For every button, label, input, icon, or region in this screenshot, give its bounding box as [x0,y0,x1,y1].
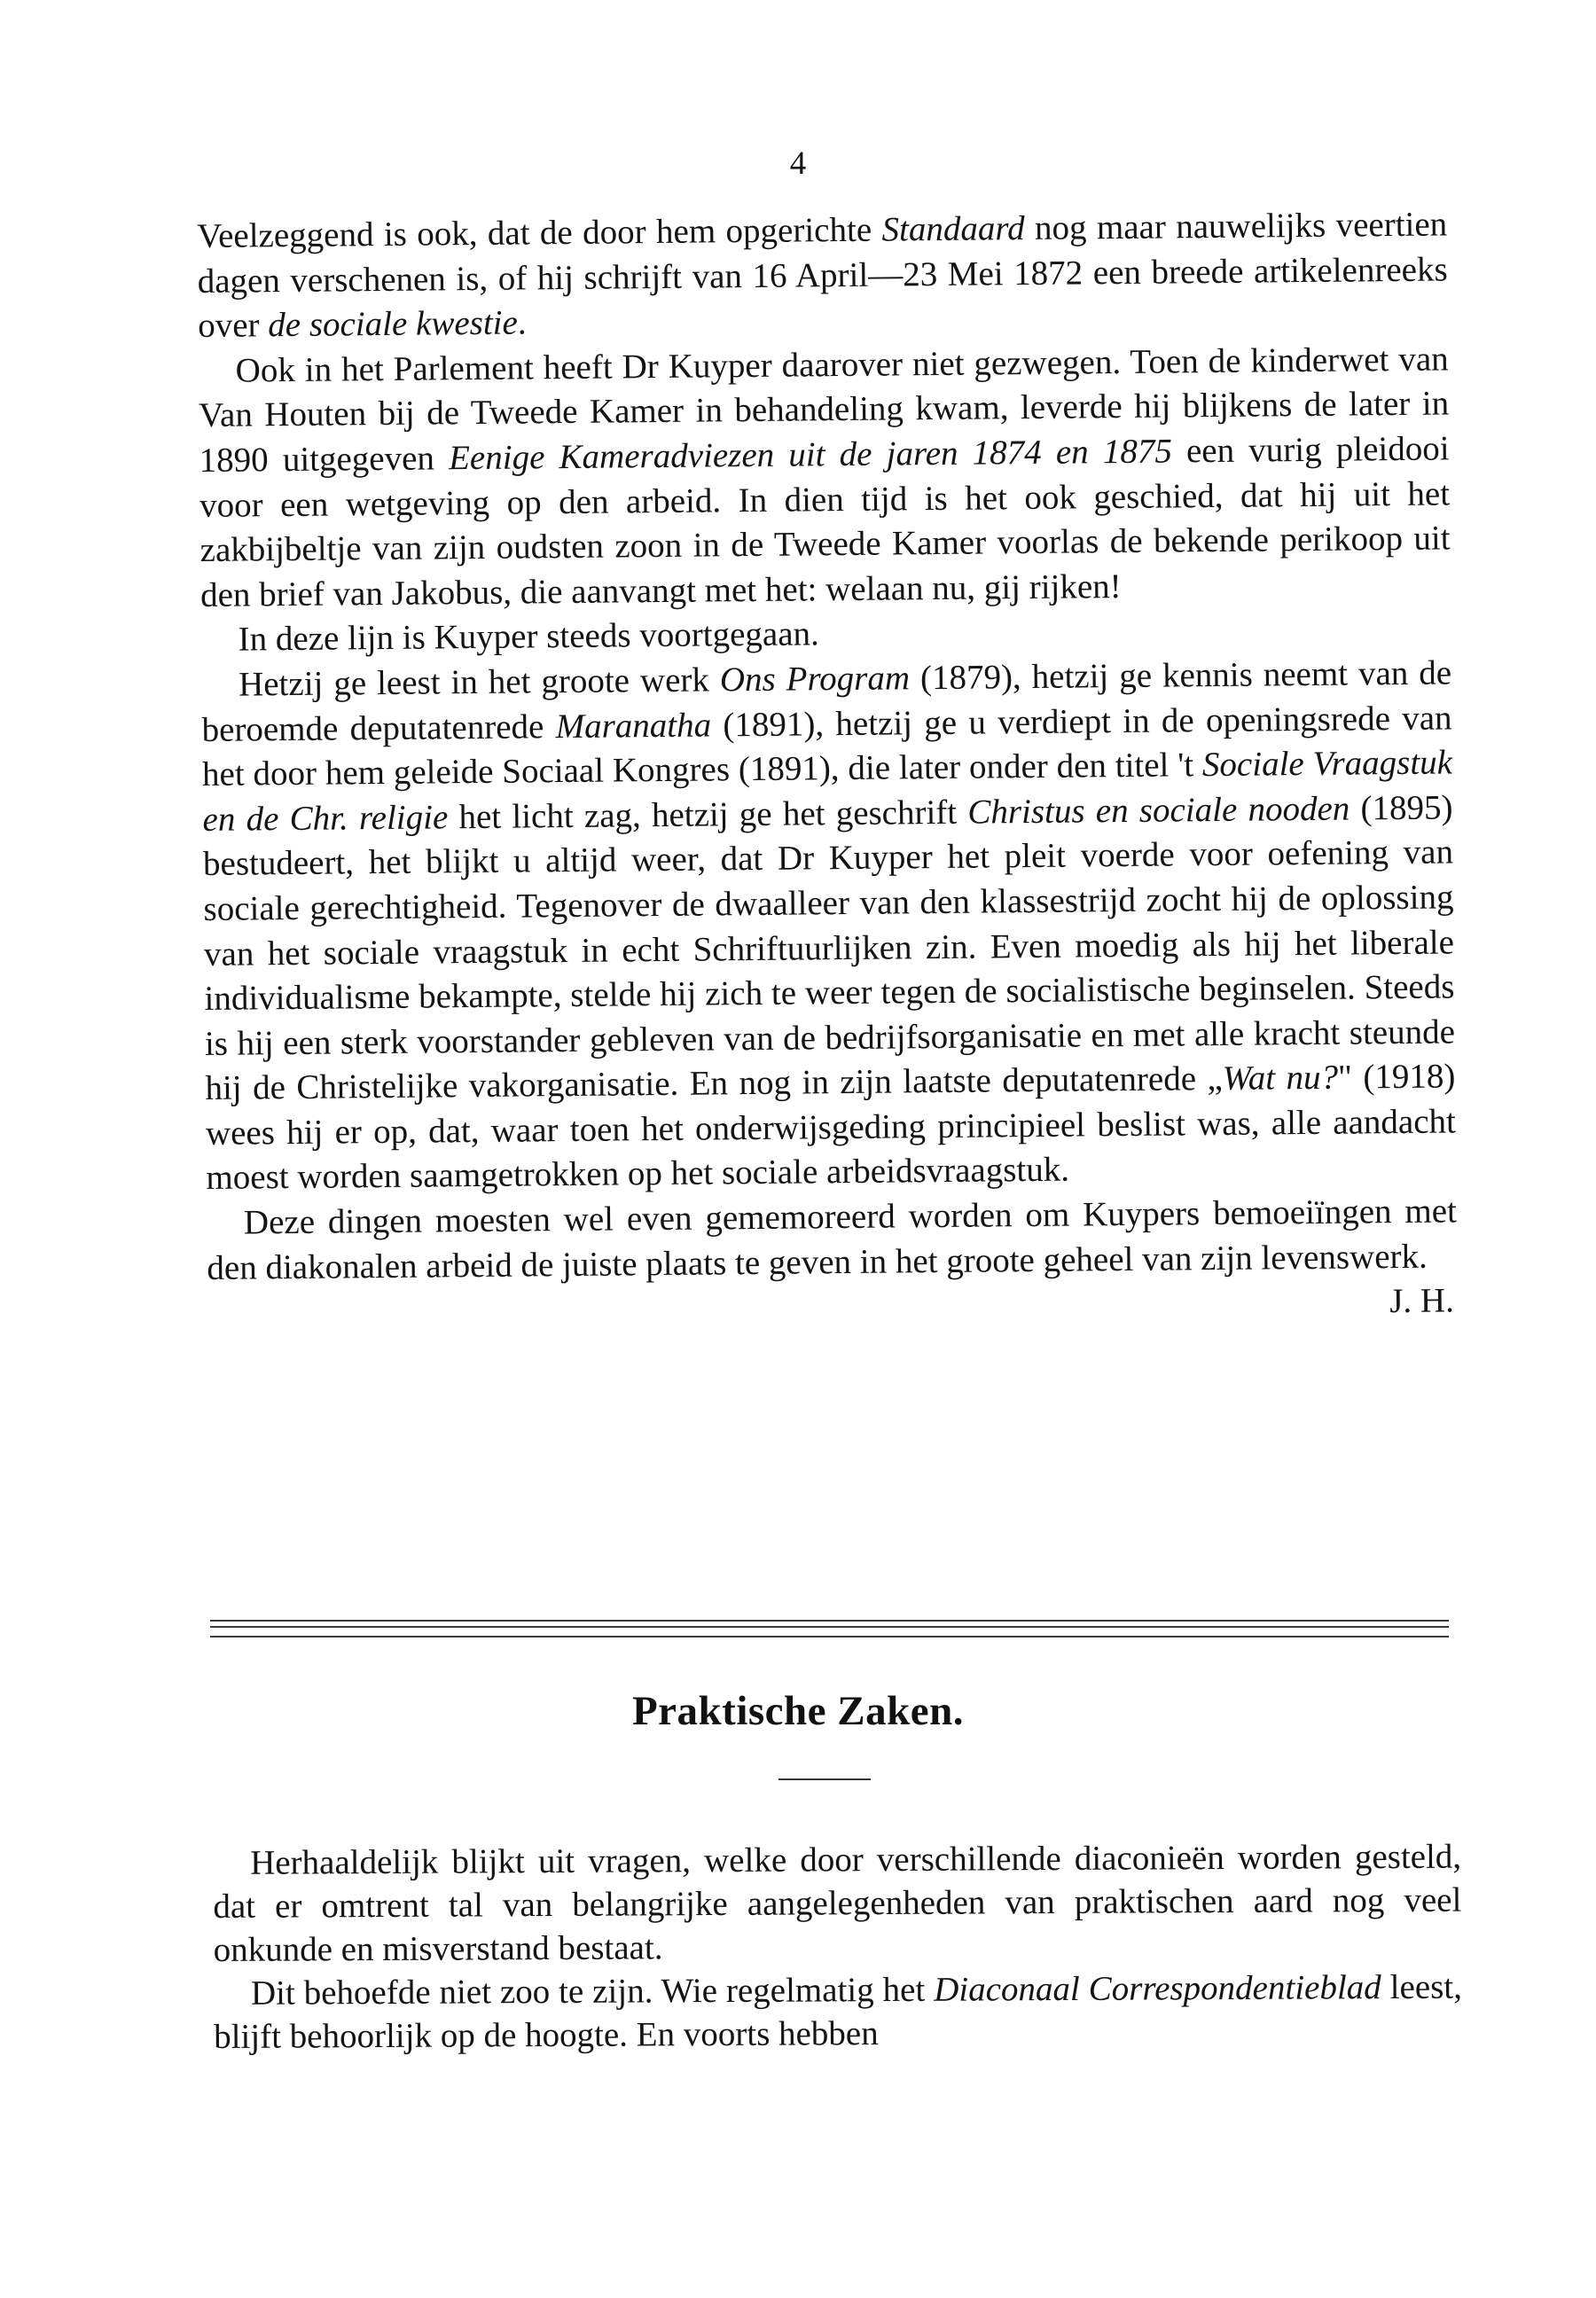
paragraph-behoefde [214,1966,1462,2059]
text-run: " (1918) wees hij er op, dat, waar toen het onderwijsgeding principieel beslist was, alle aandacht moest worden saamgetrokken op het sociale arbeidsvraagstuk. [205,1057,1457,1198]
italic-title-standaard: Standaard [881,209,1025,249]
text-run: Veelzeggend is ook, dat de door hem opgerichte [197,210,882,255]
paragraph-lijn: In deze lijn is Kuyper steeds voortgegaan. [238,614,819,659]
text-run: het licht zag, hetzij ge het geschrift [448,793,968,837]
heading-rule [778,1778,871,1780]
text-run: . [517,303,527,342]
divider-line [210,1626,1449,1628]
italic-title-sociale-kwestie: de sociale kwestie [268,303,519,345]
article-body [197,202,1458,1335]
paragraph-parlement [198,337,1451,618]
divider-line [210,1620,1449,1622]
page-number: 4 [789,145,807,182]
text-run: Dit behoefde niet zoo te zijn. Wie regelmatig het [250,1970,935,2013]
section-heading: Praktische Zaken. [631,1688,965,1734]
italic-title-christus: Christus en sociale nooden [967,789,1350,832]
italic-title-sociale-vraagstuk: Sociale Vraagstuk en de Chr. religie [202,743,1453,839]
italic-title-wat-nu: Wat nu? [1222,1058,1339,1098]
text-run: nog maar nauwelijks veertien dagen verschenen is, of hij schrijft van 16 April—23 Mei 1872 een breede artikelenreeks over [197,205,1448,346]
divider-line [210,1636,1449,1638]
text-run: (1891), hetzij ge u verdiept in de openingsrede van het door hem geleide Sociaal Kongres (1891), die later onder den titel 't [201,698,1452,794]
text-run: Hetzij ge leest in het groote werk [238,660,721,704]
section-body [213,1835,1462,2059]
paragraph-herhaaldelijk: Herhaaldelijk blijkt uit vragen, welke door verschillende diaconieën worden gesteld, dat er omtrent tal van belangrijke aangelegenheden van praktischen aard nog veel onkunde en misverstand bestaat. [213,1837,1462,1969]
text-run: (1879), hetzij ge kennis neemt van de beroemde deputatenrede [201,653,1452,749]
text-run: Ook in het Parlement heeft Dr Kuyper daarover niet gezwegen. Toen de kinderwet van Van Houten bij de Tweede Kamer in behandeling kwam, leverde hij blijkens de later in 1890 uitgegeven [198,340,1450,480]
text-run: een vurig pleidooi voor een wetgeving op den arbeid. In dien tijd is het ook geschied, dat hij uit het zakbijbeltje van zijn oudsten zoon in de Tweede Kamer voorlas de bekende perikoop uit den brief van Jakobus, die aanvangt met het: welaan nu, gij rijken! [199,429,1451,614]
paragraph-standaard [197,202,1448,348]
italic-title-kameradviezen: Eenige Kameradviezen uit de jaren 1874 en 1875 [448,432,1173,478]
author-signature: J. H. [1389,1281,1455,1321]
paragraph-deze-dingen [207,1189,1458,1321]
italic-title-ons-program: Ons Program [719,659,911,700]
text-run: leest, blijft behoorlijk op de hoogte. En voorts hebben [214,1967,1463,2056]
italic-title-correspondentieblad: Diaconaal Correspondentieblad [934,1968,1381,2009]
text-run: (1895) bestudeert, het blijkt u altijd weer, dat Dr Kuyper het pleit voerde voor oefening van sociale gerechtigheid. Tegenover de dwaalleer van den klassestrijd zocht hij de oplossing van het sociale vraagstuk in echt Schriftuurlijken zin. Even moedig als hij het liberale individualisme bekampte, stelde hij zich te weer tegen de socialistische beginselen. Steeds is hij een sterk voorstander gebleven van de bedrijfsorganisatie en met alle kracht steunde hij de Christelijke vakorganisatie. En nog in zijn laatste deputatenrede „ [202,788,1456,1108]
paragraph-hetzij [201,651,1457,1201]
text-run: Deze dingen moesten wel even gememoreerd worden om Kuypers bemoeiïngen met den diakonalen arbeid de juiste plaats te geven in het groote geheel van zijn levenswerk. [207,1192,1458,1287]
italic-title-maranatha: Maranatha [555,705,712,746]
